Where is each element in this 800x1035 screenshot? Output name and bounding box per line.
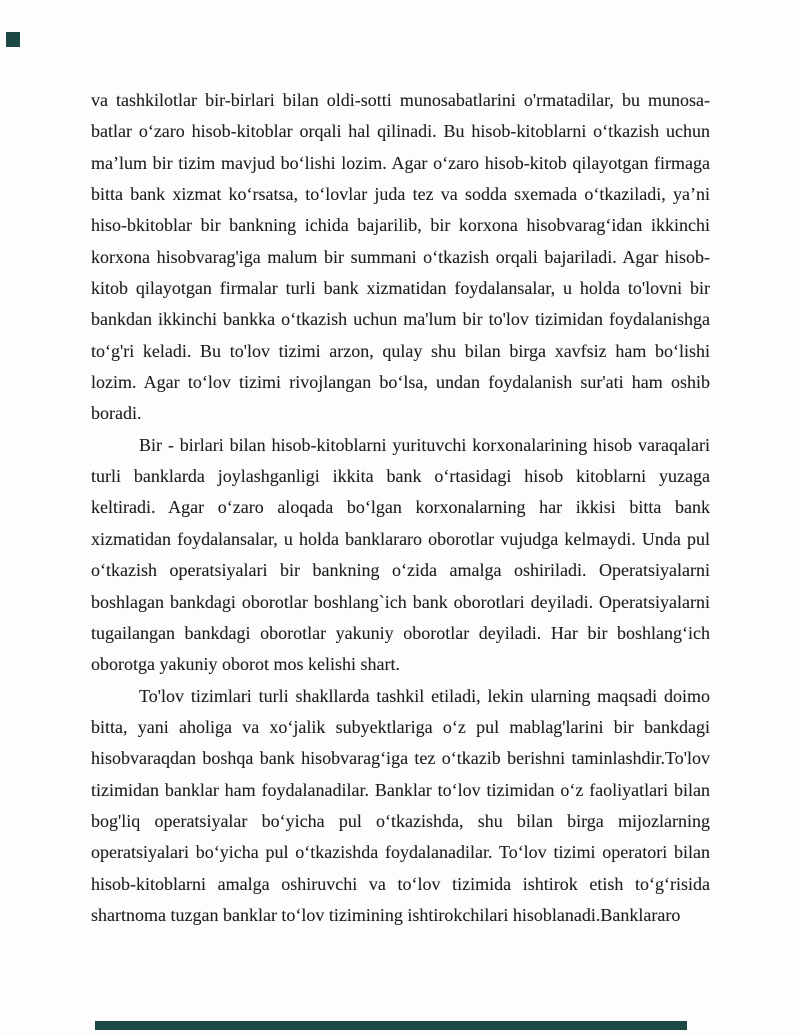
text-line: tizimidan banklar ham foydalanadilar. Banklar to‘lov tizimidan o‘z faoliyatlari bilan xyxy=(91,779,710,800)
text-line: hisobvaraqdan boshqa bank hisobvarag‘iga tez o‘tkazib berishni taminlashdir.To'lov xyxy=(91,748,710,769)
text-line: keltiradi. Agar o‘zaro aloqada bo‘lgan korxonalarning har ikkisi bitta bank xyxy=(91,497,710,518)
corner-mark xyxy=(6,32,20,47)
text-line: boshlagan bankdagi oborotlar boshlang`ich bank oborotlari deyiladi. Operatsiyalarni xyxy=(91,591,710,612)
text-line: hisob-kitoblarni amalga oshiruvchi va to‘lov tizimida ishtirok etish to‘g‘risida xyxy=(91,873,710,894)
text-line: o‘tkazish operatsiyalari bir bankning o‘zida amalga oshiriladi. Operatsiyalarni xyxy=(91,560,710,581)
text-line: ma’lum bir tizim mavjud bo‘lishi lozim. Agar o‘zaro hisob-kitob qilayotgan firmaga xyxy=(91,152,710,173)
text-line: hiso-bkitoblar bir bankning ichida bajarilib, bir korxona hisobvarag‘idan ikkinchi xyxy=(91,215,710,236)
page-progress-bar xyxy=(95,1021,687,1030)
text-line: bog'liq operatsiyalar bo‘yicha pul o‘tkazishda, shu bilan birga mijozlarning xyxy=(91,810,710,831)
text-line: oborotga yakuniy oborot mos kelishi shart. xyxy=(91,654,400,675)
text-line: To'lov tizimlari turli shakllarda tashkil etiladi, lekin ularning maqsadi doimo xyxy=(139,685,710,706)
text-line: xizmatidan foydalansalar, u holda banklararo oborotlar vujudga kelmaydi. Unda pul xyxy=(91,528,710,549)
text-line: Bir - birlari bilan hisob-kitoblarni yurituvchi korxonalarining hisob varaqalari xyxy=(139,434,710,455)
text-line: tugailangan bankdagi oborotlar yakuniy oborotlar deyiladi. Har bir boshlang‘ich xyxy=(91,622,710,643)
text-line: batlar o‘zaro hisob-kitoblar orqali hal qilinadi. Bu hisob-kitoblarni o‘tkazish uchun xyxy=(91,121,710,142)
text-line: bitta bank xizmat ko‘rsatsa, to‘lovlar juda tez va sodda sxemada o‘tkaziladi, ya’ni xyxy=(91,184,710,205)
text-line: lozim. Agar to‘lov tizimi rivojlangan bo‘lsa, undan foydalanish sur'ati ham oshib xyxy=(91,372,710,393)
text-line: bankdan ikkinchi bankka o‘tkazish uchun ma'lum bir to'lov tizimidan foydalanishga xyxy=(91,309,710,330)
text-line: operatsiyalari bo‘yicha pul o‘tkazishda foydalanadilar. To‘lov tizimi operatori bilan xyxy=(91,842,710,863)
text-line: to‘g'ri keladi. Bu to'lov tizimi arzon, qulay shu bilan birga xavfsiz ham bo‘lishi xyxy=(91,340,710,361)
text-line: korxona hisobvarag'iga malum bir summani o‘tkazish orqali bajariladi. Agar hisob- xyxy=(91,246,710,267)
document-text xyxy=(91,85,710,931)
text-line: bitta, yani aholiga va xo‘jalik subyektlariga o‘z pul mablag'larini bir bankdagi xyxy=(91,716,710,737)
text-line: va tashkilotlar bir-birlari bilan oldi-sotti munosabatlarini o'rmatadilar, bu munosa- xyxy=(91,90,710,110)
text-line: turli banklarda joylashganligi ikkita bank o‘rtasidagi hisob kitoblarni yuzaga xyxy=(91,466,710,487)
text-line: boradi. xyxy=(91,403,142,424)
text-line: shartnoma tuzgan banklar to‘lov tizimining ishtirokchilari hisoblanadi.Banklararo xyxy=(91,904,681,925)
text-line: kitob qilayotgan firmalar turli bank xizmatidan foydalansalar, u holda to'lovni bir xyxy=(91,278,710,299)
